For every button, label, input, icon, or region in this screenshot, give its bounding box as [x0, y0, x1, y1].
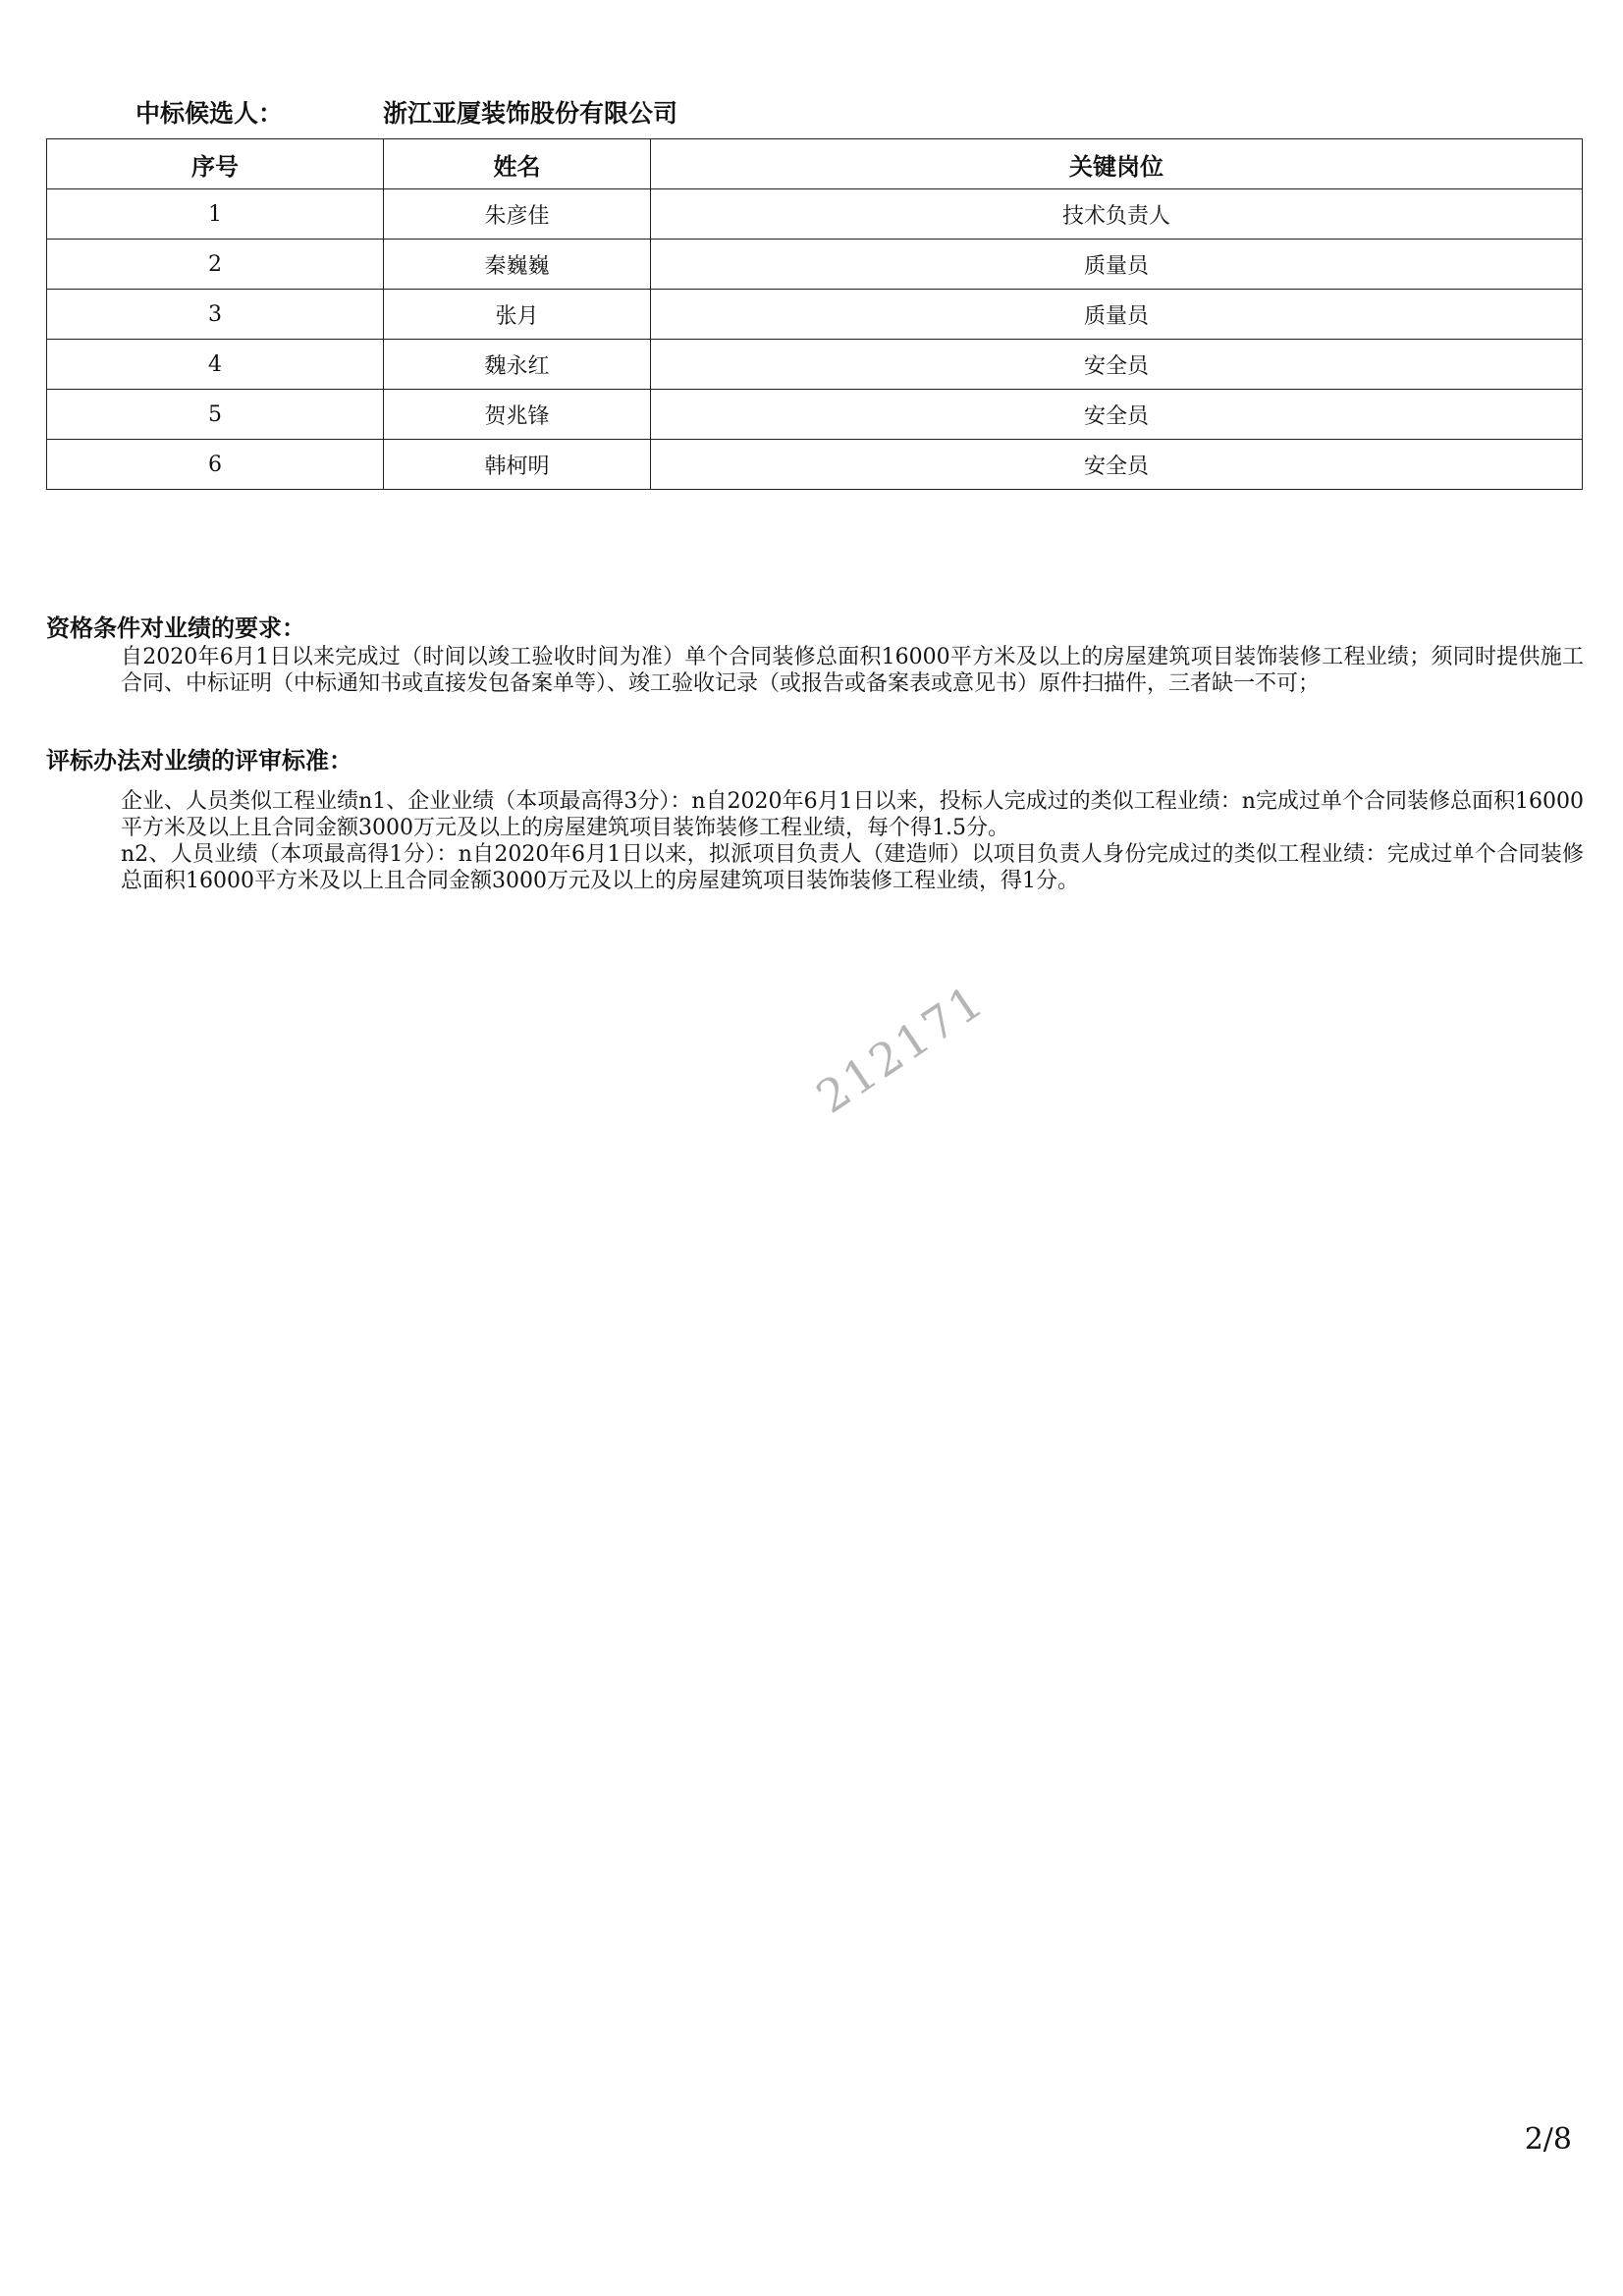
header-name: 姓名: [384, 139, 651, 189]
table-row: [47, 440, 1583, 490]
evaluation-text-2: n2、人员业绩（本项最高得1分）：n自2020年6月1日以来，拟派项目负责人（建造师）以项目负责人身份完成过的类似工程业绩：完成过单个合同装修总面积16000平方米及以上且合同金额3000万元及以上的房屋建筑项目装饰装修工程业绩，得1分。: [121, 842, 1584, 893]
cell-position: 质量员: [651, 240, 1583, 290]
table-row: [47, 290, 1583, 340]
table-row: [47, 240, 1583, 290]
page-number: 2/8: [1524, 2122, 1572, 2157]
cell-name: 魏永红: [384, 340, 651, 390]
cell-index: 4: [47, 340, 384, 390]
table-row: [47, 189, 1583, 240]
cell-name: 韩柯明: [384, 440, 651, 490]
cell-name: 张月: [384, 290, 651, 340]
cell-name: 秦巍巍: [384, 240, 651, 290]
evaluation-text-1: 企业、人员类似工程业绩n1、企业业绩（本项最高得3分）：n自2020年6月1日以来，投标人完成过的类似工程业绩：n完成过单个合同装修总面积16000平方米及以上且合同金额3000万元及以上的房屋建筑项目装饰装修工程业绩，每个得1.5分。: [121, 789, 1584, 840]
table-header-row: [47, 139, 1583, 189]
qualification-title: 资格条件对业绩的要求：: [46, 614, 305, 642]
candidate-label: 中标候选人：: [135, 99, 284, 128]
header-position: 关键岗位: [651, 139, 1583, 189]
table-row: [47, 390, 1583, 440]
cell-position: 质量员: [651, 290, 1583, 340]
cell-index: 2: [47, 240, 384, 290]
cell-position: 技术负责人: [651, 189, 1583, 240]
cell-name: 贺兆锋: [384, 390, 651, 440]
candidate-name: 浙江亚厦装饰股份有限公司: [383, 99, 678, 128]
evaluation-title: 评标办法对业绩的评审标准：: [46, 747, 352, 774]
cell-index: 6: [47, 440, 384, 490]
header-index: 序号: [47, 139, 384, 189]
candidate-line: [135, 94, 678, 130]
cell-index: 5: [47, 390, 384, 440]
table-row: [47, 340, 1583, 390]
key-personnel-table: [46, 138, 1583, 490]
cell-name: 朱彦佳: [384, 189, 651, 240]
cell-position: 安全员: [651, 340, 1583, 390]
cell-position: 安全员: [651, 390, 1583, 440]
watermark: 212171: [807, 973, 995, 1124]
cell-index: 3: [47, 290, 384, 340]
cell-index: 1: [47, 189, 384, 240]
qualification-text: 自2020年6月1日以来完成过（时间以竣工验收时间为准）单个合同装修总面积16000平方米及以上的房屋建筑项目装饰装修工程业绩；须同时提供施工合同、中标证明（中标通知书或直接发包备案单等）、竣工验收记录（或报告或备案表或意见书）原件扫描件，三者缺一不可；: [121, 645, 1584, 696]
cell-position: 安全员: [651, 440, 1583, 490]
